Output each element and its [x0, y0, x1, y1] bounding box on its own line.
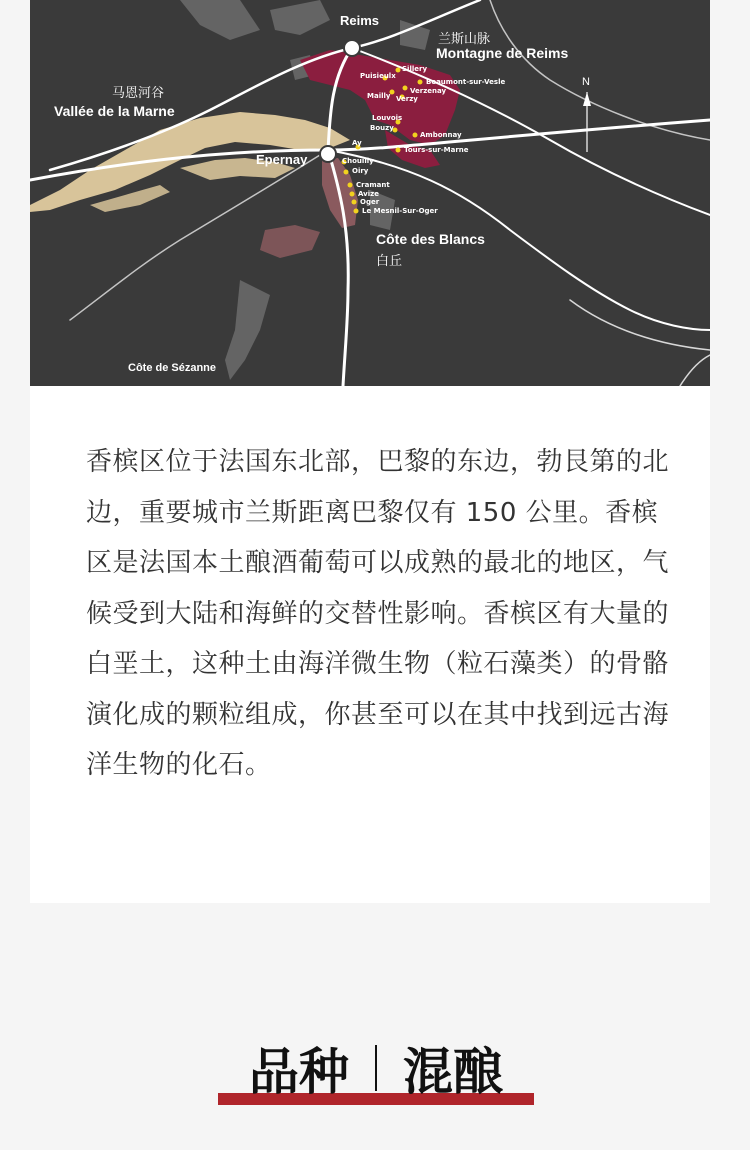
town-label: Puisieulx — [360, 72, 396, 80]
heading-left: 品种 — [249, 1042, 349, 1101]
marne-en-label: Vallée de la Marne — [54, 103, 175, 119]
town-label: Verzy — [396, 95, 418, 103]
champagne-region-map — [30, 0, 710, 386]
town-label: Chouilly — [342, 157, 374, 165]
town-label: Bouzy — [370, 124, 394, 132]
town-label: Avize — [358, 190, 379, 198]
town-label: Oiry — [352, 167, 369, 175]
town-label: Verzenay — [410, 87, 447, 95]
forest-patches — [180, 0, 430, 380]
town-label: Louvois — [372, 114, 403, 122]
town-label: Ambonnay — [420, 131, 462, 139]
epernay-label: Epernay — [256, 152, 308, 167]
sezanne-label: Côte de Sézanne — [128, 362, 217, 374]
blancs-en-label: Côte des Blancs — [376, 231, 485, 247]
town-label: Ay — [352, 139, 362, 147]
town-label: Le Mesnil-Sur-Oger — [362, 207, 438, 215]
town-label: Sillery — [402, 65, 428, 73]
montagne-en-label: Montagne de Reims — [436, 45, 569, 61]
north-label: N — [582, 76, 590, 88]
region-description: 香槟区位于法国东北部，巴黎的东边，勃艮第的北边，重要城市兰斯距离巴黎仅有 150 公里。香槟区是法国本土酿酒葡萄可以成熟的最北的地区，气候受到大陆和海鲜的交替性影响。香槟区有大量的白垩土，这种土由海洋微生物（粒石藻类）的骨骼演化成的颗粒组成，你甚至可以在其中找到远古海洋生物的化石。 — [86, 447, 670, 780]
marne-cn-label: 马恩河谷 — [112, 85, 165, 100]
heading-right: 混酿 — [403, 1042, 503, 1101]
epernay-city-marker — [320, 146, 336, 162]
town-label: Oger — [360, 198, 380, 206]
section-heading — [218, 1040, 534, 1106]
reims-label: Reims — [340, 13, 380, 28]
montagne-cn-label: 兰斯山脉 — [438, 31, 491, 46]
content-card — [30, 0, 710, 903]
town-label: Tours-sur-Marne — [404, 146, 469, 154]
reims-city-marker — [344, 40, 360, 56]
heading-divider — [375, 1045, 377, 1091]
town-label: Beaumont-sur-Vesle — [426, 78, 506, 86]
blancs-cn-label: 白丘 — [376, 253, 403, 268]
heading-text — [218, 1040, 534, 1101]
town-label: Cramant — [356, 181, 390, 189]
town-label: Mailly — [367, 92, 391, 100]
